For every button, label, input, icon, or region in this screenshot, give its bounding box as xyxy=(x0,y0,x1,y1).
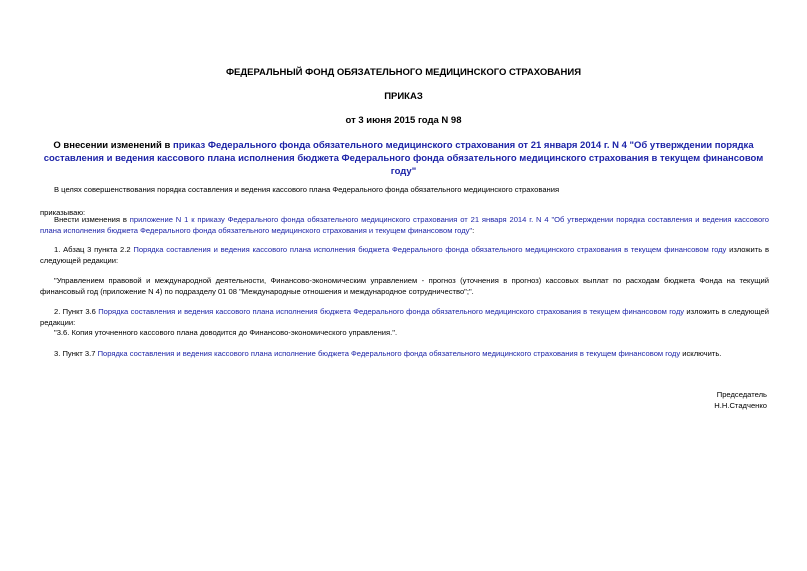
order-word: приказываю: xyxy=(40,208,86,217)
item-2-quote: "3.6. Копия уточненного кассового плана доводится до Финансово-экономического управления.". xyxy=(54,328,398,337)
date-number-heading: от 3 июня 2015 года N 98 xyxy=(345,115,462,126)
signatory-name: Н.Н.Стадченко xyxy=(714,401,767,410)
item-1-paragraph xyxy=(40,244,769,266)
item-2-procedure-link[interactable]: Порядка составления и ведения кассового плана исполнения бюджета Федерального фонда обязательного медицинского страхования в текущем финансовом году xyxy=(98,307,685,316)
organization-heading: ФЕДЕРАЛЬНЫЙ ФОНД ОБЯЗАТЕЛЬНОГО МЕДИЦИНСКОГО СТРАХОВАНИЯ xyxy=(225,67,582,78)
document-title xyxy=(40,139,767,178)
item-1-prefix: 1. Абзац 3 пункта 2.2 xyxy=(54,245,134,254)
document-type-heading: ПРИКАЗ xyxy=(384,91,423,102)
amendment-prefix: Внести изменения в xyxy=(54,215,130,224)
item-2-suffix: изложить в следующей редакции: xyxy=(40,307,769,327)
item-1-procedure-link[interactable]: Порядка составления и ведения кассового плана исполнения бюджета Федерального фонда обязательного медицинского страхования в текущем финансовом году xyxy=(133,245,727,254)
item-3-paragraph xyxy=(40,348,769,359)
intro-paragraph: В целях совершенствования порядка составления и ведения кассового плана Федерального фонда обязательного медицинского страхования xyxy=(54,185,560,194)
item-2-paragraph xyxy=(40,306,769,328)
item-1-suffix: изложить в следующей редакции: xyxy=(40,245,769,265)
title-amended-order-link[interactable]: приказ Федерального фонда обязательного медицинского страхования от 21 января 2014 г. N 4 "Об утверждении порядка составления и ведения кассового плана исполнения бюджета Федерального фонда обязательного медицинского страхования в текущем финансовом году" xyxy=(43,140,764,177)
item-1-quote: "Управлением правовой и международной деятельности, Финансово-экономическим управлением - прогноз (уточнения в прогноз) кассовых выплат по расходам бюджета Фонда на текущий финансовый год (приложение N 4) по подразделу 01 08 "Международные отношения и международное сотрудничество";". xyxy=(40,276,769,296)
item-3-suffix: исключить. xyxy=(680,349,722,358)
item-2-prefix: 2. Пункт 3.6 xyxy=(54,307,99,316)
item-3-prefix: 3. Пункт 3.7 xyxy=(54,349,98,358)
item-3-procedure-link[interactable]: Порядка составления и ведения кассового плана исполнение бюджета Федерального фонда обязательного медицинского страхования в текущем финансовом году xyxy=(97,349,681,358)
title-prefix: О внесении изменений в xyxy=(53,140,173,151)
signatory-position: Председатель xyxy=(716,390,767,399)
amendment-suffix: : xyxy=(472,226,475,235)
amendment-paragraph xyxy=(40,214,769,236)
annex-link[interactable]: приложение N 1 к приказу Федерального фонда обязательного медицинского страхования от 21 января 2014 г. N 4 "Об утверждении порядка составления и ведения кассового плана исполнения бюджета Федерального фонда обязательного медицинского страхования и текущем финансовом году" xyxy=(40,215,769,235)
